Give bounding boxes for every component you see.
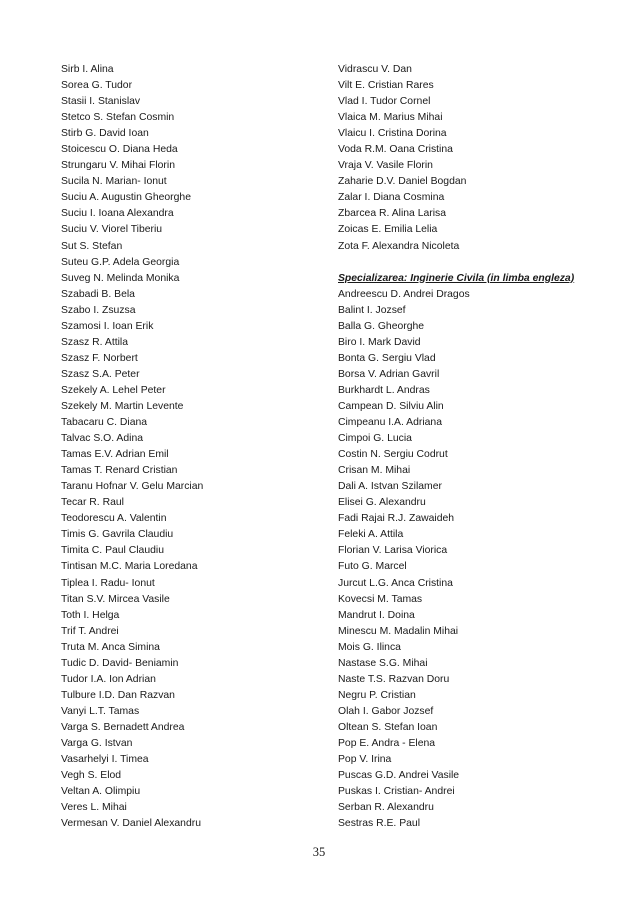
name-entry: Talvac S.O. Adina	[61, 433, 144, 445]
name-entry: Oltean S. Stefan Ioan	[338, 721, 438, 733]
name-entry: Pop E. Andra - Elena	[338, 737, 436, 749]
name-entry: Mois G. Ilinca	[338, 641, 401, 653]
name-entry: Sestras R.E. Paul	[338, 818, 421, 830]
name-entry: Florian V. Larisa Viorica	[338, 545, 448, 557]
name-entry: Zoicas E. Emilia Lelia	[338, 224, 438, 236]
name-entry: Vermesan V. Daniel Alexandru	[61, 818, 201, 830]
name-entry: Suciu A. Augustin Gheorghe	[61, 192, 191, 204]
name-entry: Borsa V. Adrian Gavril	[338, 368, 440, 380]
name-entry: Elisei G. Alexandru	[338, 497, 426, 509]
name-entry: Szabadi B. Bela	[61, 288, 135, 300]
name-entry: Negru P. Cristian	[338, 689, 416, 701]
name-entry: Puscas G.D. Andrei Vasile	[338, 770, 460, 782]
name-entry: Vilt E. Cristian Rares	[338, 80, 434, 92]
right-name-list-top	[338, 62, 628, 255]
name-entry: Jurcut L.G. Anca Cristina	[338, 577, 453, 589]
name-entry: Szasz F. Norbert	[61, 352, 138, 364]
name-entry: Suciu V. Viorel Tiberiu	[61, 224, 163, 236]
name-entry: Suteu G.P. Adela Georgia	[61, 256, 180, 268]
name-entry: Veres L. Mihai	[61, 802, 127, 814]
name-entry: Kovecsi M. Tamas	[338, 593, 423, 605]
name-entry: Sorea G. Tudor	[61, 80, 133, 92]
name-entry: Toth I. Helga	[61, 609, 120, 621]
name-entry: Vlad I. Tudor Cornel	[338, 96, 431, 108]
name-entry: Fadi Rajai R.J. Zawaideh	[338, 513, 455, 525]
name-entry: Tiplea I. Radu- Ionut	[61, 577, 155, 589]
name-entry: Sirb I. Alina	[61, 64, 114, 75]
right-name-column	[338, 62, 628, 832]
name-entry: Tudic D. David- Beniamin	[61, 657, 179, 669]
name-entry: Andreescu D. Andrei Dragos	[338, 288, 470, 300]
name-entry: Bonta G. Sergiu Vlad	[338, 352, 436, 364]
name-entry: Tecar R. Raul	[61, 497, 124, 509]
left-name-column	[61, 62, 311, 832]
name-entry: Titan S.V. Mircea Vasile	[61, 593, 170, 605]
name-entry: Veltan A. Olimpiu	[61, 786, 141, 798]
name-entry: Varga G. Istvan	[61, 737, 133, 749]
name-entry: Vlaica M. Marius Mihai	[338, 112, 443, 124]
name-entry: Szamosi I. Ioan Erik	[61, 320, 154, 332]
name-entry: Puskas I. Cristian- Andrei	[338, 786, 455, 798]
name-entry: Szabo I. Zsuzsa	[61, 304, 136, 316]
name-entry: Suveg N. Melinda Monika	[61, 272, 180, 284]
name-entry: Tamas T. Renard Cristian	[61, 465, 178, 477]
name-entry: Crisan M. Mihai	[338, 465, 411, 477]
name-entry: Timis G. Gavrila Claudiu	[61, 529, 174, 541]
name-entry: Voda R.M. Oana Cristina	[338, 144, 453, 156]
name-entry: Futo G. Marcel	[338, 561, 407, 573]
name-entry: Vlaicu I. Cristina Dorina	[338, 128, 447, 140]
name-entry: Vegh S. Elod	[61, 770, 122, 782]
name-entry: Szasz R. Attila	[61, 336, 128, 348]
name-entry: Sut S. Stefan	[61, 240, 123, 252]
name-entry: Campean D. Silviu Alin	[338, 400, 444, 412]
name-entry: Minescu M. Madalin Mihai	[338, 625, 459, 637]
name-entry: Tamas E.V. Adrian Emil	[61, 449, 169, 461]
name-entry: Mandrut I. Doina	[338, 609, 415, 621]
name-entry: Zalar I. Diana Cosmina	[338, 192, 445, 204]
name-entry: Nastase S.G. Mihai	[338, 657, 428, 669]
name-entry: Tintisan M.C. Maria Loredana	[61, 561, 198, 573]
name-entry: Varga S. Bernadett Andrea	[61, 721, 185, 733]
name-entry: Vanyi L.T. Tamas	[61, 705, 140, 717]
name-entry: Suciu I. Ioana Alexandra	[61, 208, 174, 220]
name-entry: Naste T.S. Razvan Doru	[338, 673, 450, 685]
name-entry: Szekely A. Lehel Peter	[61, 384, 166, 396]
name-entry: Burkhardt L. Andras	[338, 384, 430, 396]
name-entry: Cimpoi G. Lucia	[338, 433, 412, 445]
name-entry: Cimpeanu I.A. Adriana	[338, 417, 442, 429]
page-number: 35	[312, 845, 326, 859]
name-entry: Strungaru V. Mihai Florin	[61, 160, 175, 172]
name-entry: Stasii I. Stanislav	[61, 96, 141, 108]
name-entry: Olah I. Gabor Jozsef	[338, 705, 434, 717]
name-entry: Szasz S.A. Peter	[61, 368, 140, 380]
name-entry: Balla G. Gheorghe	[338, 320, 425, 332]
name-entry: Taranu Hofnar V. Gelu Marcian	[61, 481, 204, 493]
name-entry: Timita C. Paul Claudiu	[61, 545, 164, 557]
name-entry: Stoicescu O. Diana Heda	[61, 144, 178, 156]
name-entry: Szekely M. Martin Levente	[61, 400, 184, 412]
name-entry: Serban R. Alexandru	[338, 802, 434, 814]
name-entry: Pop V. Irina	[338, 754, 392, 766]
name-entry: Stetco S. Stefan Cosmin	[61, 112, 175, 124]
name-entry: Dali A. Istvan Szilamer	[338, 481, 442, 493]
name-entry: Tulbure I.D. Dan Razvan	[61, 689, 175, 701]
name-entry: Zota F. Alexandra Nicoleta	[338, 240, 460, 252]
name-entry: Tudor I.A. Ion Adrian	[61, 673, 156, 685]
name-entry: Feleki A. Attila	[338, 529, 404, 541]
name-entry: Zaharie D.V. Daniel Bogdan	[338, 176, 467, 188]
name-entry: Balint I. Jozsef	[338, 304, 406, 316]
name-entry: Stirb G. David Ioan	[61, 128, 149, 140]
name-entry: Vidrascu V. Dan	[338, 64, 412, 75]
name-entry: Tabacaru C. Diana	[61, 417, 148, 429]
name-entry: Teodorescu A. Valentin	[61, 513, 167, 525]
name-entry: Biro I. Mark David	[338, 336, 421, 348]
name-entry: Sucila N. Marian- Ionut	[61, 176, 167, 188]
name-entry: Zbarcea R. Alina Larisa	[338, 208, 447, 220]
name-entry: Vasarhelyi I. Timea	[61, 754, 149, 766]
name-entry: Costin N. Sergiu Codrut	[338, 449, 448, 461]
name-entry: Truta M. Anca Simina	[61, 641, 160, 653]
section-heading: Specializarea: Inginerie Civila (in limba engleza)	[338, 272, 575, 284]
name-entry: Vraja V. Vasile Florin	[338, 160, 433, 172]
right-name-list-bottom	[338, 287, 628, 833]
name-entry: Trif T. Andrei	[61, 625, 119, 637]
section-spacer	[338, 255, 628, 271]
